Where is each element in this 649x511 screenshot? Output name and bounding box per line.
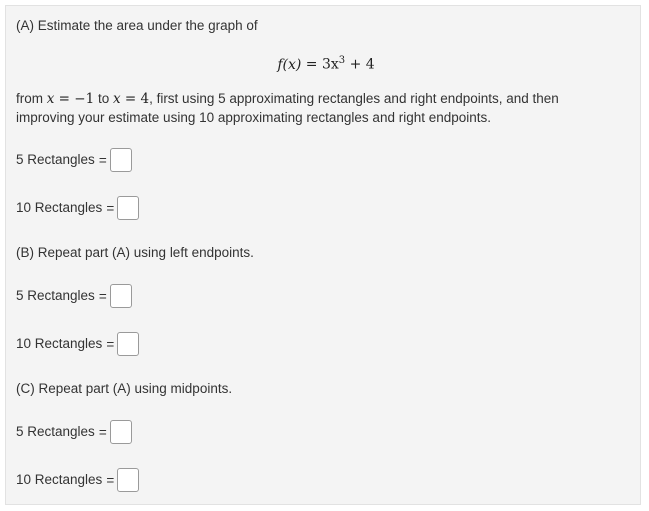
function-rhs: = 3x bbox=[305, 56, 339, 73]
interval-description-line2: improving your estimate using 10 approximating rectangles and right endpoints. bbox=[16, 110, 492, 125]
part-a-five-row bbox=[16, 147, 132, 173]
range-suffix: , first using 5 approximating rectangles and right endpoints, and then bbox=[149, 91, 559, 106]
range-eq1: = −1 bbox=[54, 91, 95, 107]
part-c-five-label: 5 Rectangles bbox=[16, 424, 95, 439]
part-b-title: (B) Repeat part (A) using left endpoints. bbox=[16, 245, 254, 260]
part-a-five-input[interactable] bbox=[110, 148, 132, 172]
equals-sign: = bbox=[98, 152, 107, 168]
range-prefix: from bbox=[16, 91, 47, 106]
function-formula bbox=[6, 52, 642, 74]
equals-sign: = bbox=[98, 288, 107, 304]
function-lhs: f(x) bbox=[277, 56, 302, 73]
question-panel bbox=[5, 5, 641, 505]
part-a-ten-label: 10 Rectangles bbox=[16, 200, 103, 215]
part-c-five-input[interactable] bbox=[110, 420, 132, 444]
part-c-ten-input[interactable] bbox=[117, 468, 139, 492]
equals-sign: = bbox=[106, 200, 115, 216]
function-tail: + 4 bbox=[345, 56, 375, 73]
part-c-ten-label: 10 Rectangles bbox=[16, 472, 103, 487]
part-b-ten-row bbox=[16, 331, 139, 357]
equals-sign: = bbox=[106, 472, 115, 488]
interval-description bbox=[16, 90, 559, 108]
equals-sign: = bbox=[98, 424, 107, 440]
range-to: to bbox=[94, 91, 113, 106]
range-x2: x bbox=[112, 91, 121, 107]
part-a-five-label: 5 Rectangles bbox=[16, 152, 95, 167]
range-x1: x bbox=[46, 91, 55, 107]
range-eq2: = 4 bbox=[120, 91, 150, 107]
function-exponent: 3 bbox=[338, 55, 346, 66]
part-b-ten-input[interactable] bbox=[117, 332, 139, 356]
part-b-five-label: 5 Rectangles bbox=[16, 288, 95, 303]
part-c-five-row bbox=[16, 419, 132, 445]
part-c-title: (C) Repeat part (A) using midpoints. bbox=[16, 381, 233, 396]
equals-sign: = bbox=[106, 336, 115, 352]
part-a-title: (A) Estimate the area under the graph of bbox=[16, 18, 258, 33]
part-b-ten-label: 10 Rectangles bbox=[16, 336, 103, 351]
part-c-ten-row bbox=[16, 467, 139, 493]
part-a-ten-row bbox=[16, 195, 139, 221]
part-b-five-input[interactable] bbox=[110, 284, 132, 308]
part-a-ten-input[interactable] bbox=[117, 196, 139, 220]
part-b-five-row bbox=[16, 283, 132, 309]
